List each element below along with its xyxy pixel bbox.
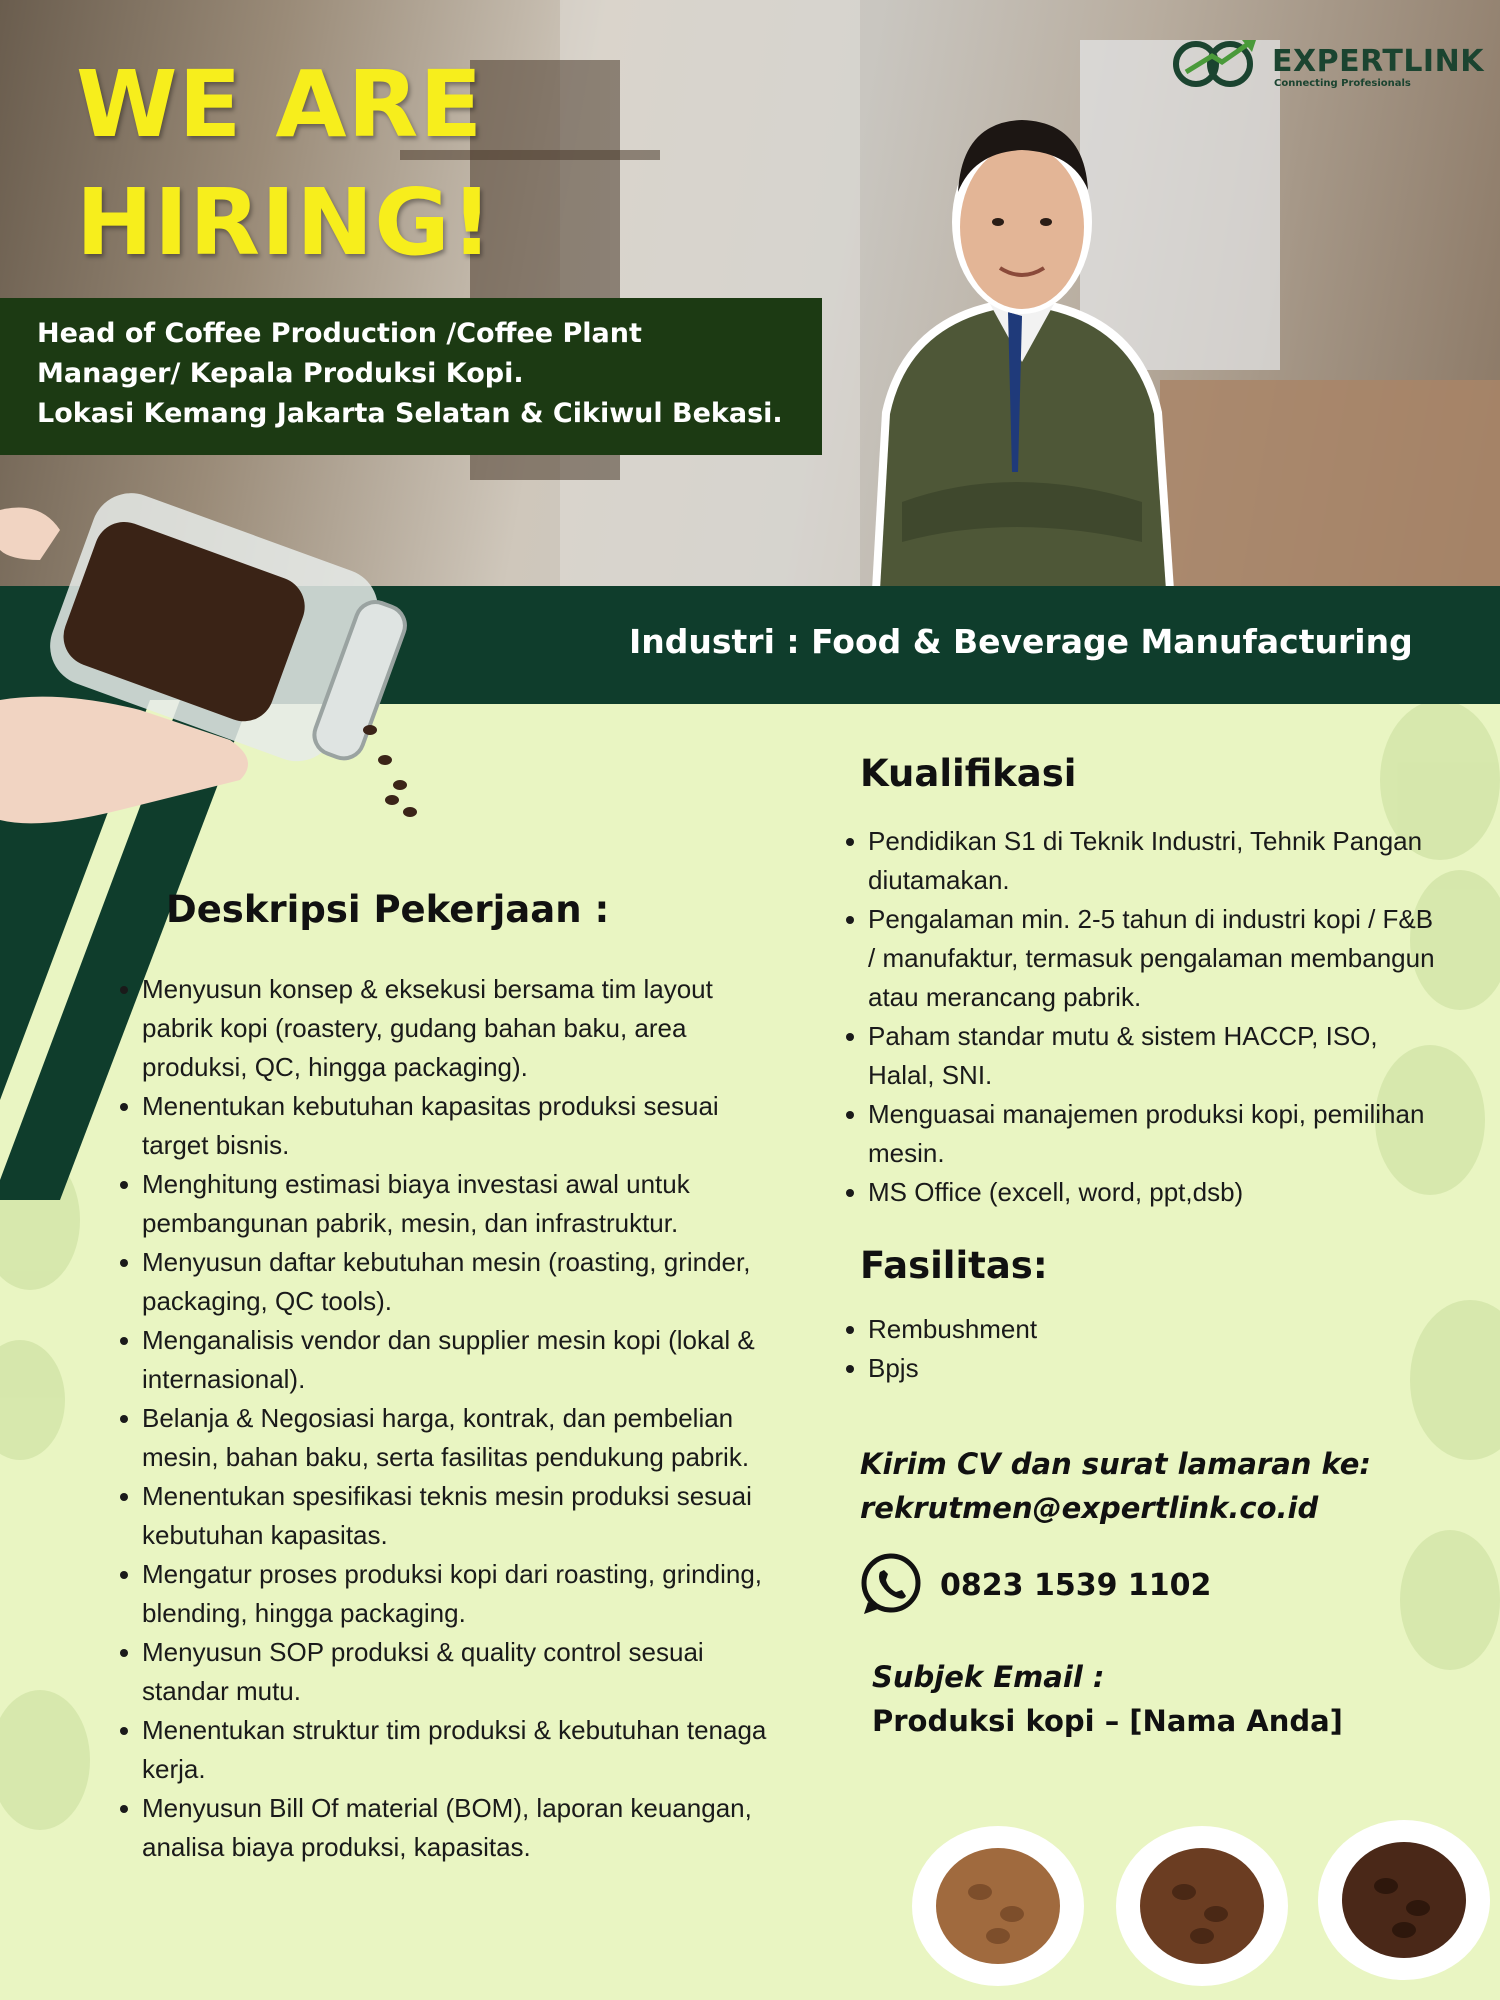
headline-line-2: HIRING!: [76, 169, 494, 276]
description-list: [114, 970, 784, 1867]
cv-send-label: Kirim CV dan surat lamaran ke:: [860, 1447, 1372, 1481]
job-title-line-1: Head of Coffee Production /Coffee Plant: [37, 318, 642, 349]
contact-email[interactable]: rekrutmen@expertlink.co.id: [860, 1491, 1319, 1525]
email-subject-label: Subjek Email :: [872, 1660, 1105, 1694]
description-item: Menghitung estimasi biaya investasi awal untuk pembangunan pabrik, mesin, dan infrastruktur.: [114, 1165, 784, 1243]
hiring-headline: [76, 46, 494, 282]
qualification-item: Pengalaman min. 2-5 tahun di industri kopi / F&B / manufaktur, termasuk pengalaman membangun atau merancang pabrik.: [840, 900, 1440, 1017]
description-item: Menyusun SOP produksi & quality control sesuai standar mutu.: [114, 1633, 784, 1711]
description-item: Belanja & Negosiasi harga, kontrak, dan pembelian mesin, bahan baku, serta fasilitas pendukung pabrik.: [114, 1399, 784, 1477]
description-item: Menganalisis vendor dan supplier mesin kopi (lokal & internasional).: [114, 1321, 784, 1399]
headline-line-1: WE ARE: [76, 51, 484, 158]
phone-number[interactable]: 0823 1539 1102: [940, 1568, 1212, 1603]
facility-item: Rembushment: [840, 1310, 1440, 1349]
smiling-man-photo: [862, 72, 1180, 590]
description-item: Menentukan kebutuhan kapasitas produksi sesuai target bisnis.: [114, 1087, 784, 1165]
logo-name: EXPERTLINK: [1272, 44, 1484, 79]
description-item: Mengatur proses produksi kopi dari roasting, grinding, blending, hingga packaging.: [114, 1555, 784, 1633]
expertlink-logo: [1172, 36, 1484, 92]
industry-label: Industri : Food & Beverage Manufacturing: [629, 622, 1413, 661]
description-title: Deskripsi Pekerjaan :: [166, 888, 610, 931]
description-item: Menentukan struktur tim produksi & kebutuhan tenaga kerja.: [114, 1711, 784, 1789]
qualification-item: MS Office (excell, word, ppt,dsb): [840, 1173, 1440, 1212]
cv-instructions: [860, 1442, 1371, 1530]
coffee-bowl-medium-roast: [1112, 1818, 1292, 1988]
logo-tagline: Connecting Profesionals: [1274, 78, 1411, 89]
qualification-item: Pendidikan S1 di Teknik Industri, Tehnik Pangan diutamakan.: [840, 822, 1440, 900]
qualification-item: Menguasai manajemen produksi kopi, pemilihan mesin.: [840, 1095, 1440, 1173]
qualification-item: Paham standar mutu & sistem HACCP, ISO, Halal, SNI.: [840, 1017, 1440, 1095]
description-item: Menyusun daftar kebutuhan mesin (roasting, grinder, packaging, QC tools).: [114, 1243, 784, 1321]
qualifications-title: Kualifikasi: [860, 752, 1077, 795]
description-item: Menentukan spesifikasi teknis mesin produksi sesuai kebutuhan kapasitas.: [114, 1477, 784, 1555]
coffee-jar-photo: [0, 440, 450, 830]
email-subject-value: Produksi kopi – [Nama Anda]: [872, 1704, 1343, 1738]
whatsapp-icon: [858, 1552, 924, 1618]
coffee-bowl-dark-roast: [1314, 1812, 1494, 1982]
facilities-list: [840, 1310, 1440, 1388]
qualifications-list: [840, 822, 1440, 1212]
job-title-box: [0, 298, 822, 455]
logo-mark-icon: [1172, 36, 1268, 92]
facility-item: Bpjs: [840, 1349, 1440, 1388]
facilities-title: Fasilitas:: [860, 1244, 1048, 1287]
job-title-line-2: Manager/ Kepala Produksi Kopi.: [37, 358, 524, 389]
description-item: Menyusun Bill Of material (BOM), laporan keuangan, analisa biaya produksi, kapasitas.: [114, 1789, 784, 1867]
description-item: Menyusun konsep & eksekusi bersama tim layout pabrik kopi (roastery, gudang bahan baku, area produksi, QC, hingga packaging).: [114, 970, 784, 1087]
coffee-bowl-light-roast: [908, 1818, 1088, 1988]
job-location: Lokasi Kemang Jakarta Selatan & Cikiwul Bekasi.: [37, 398, 783, 429]
